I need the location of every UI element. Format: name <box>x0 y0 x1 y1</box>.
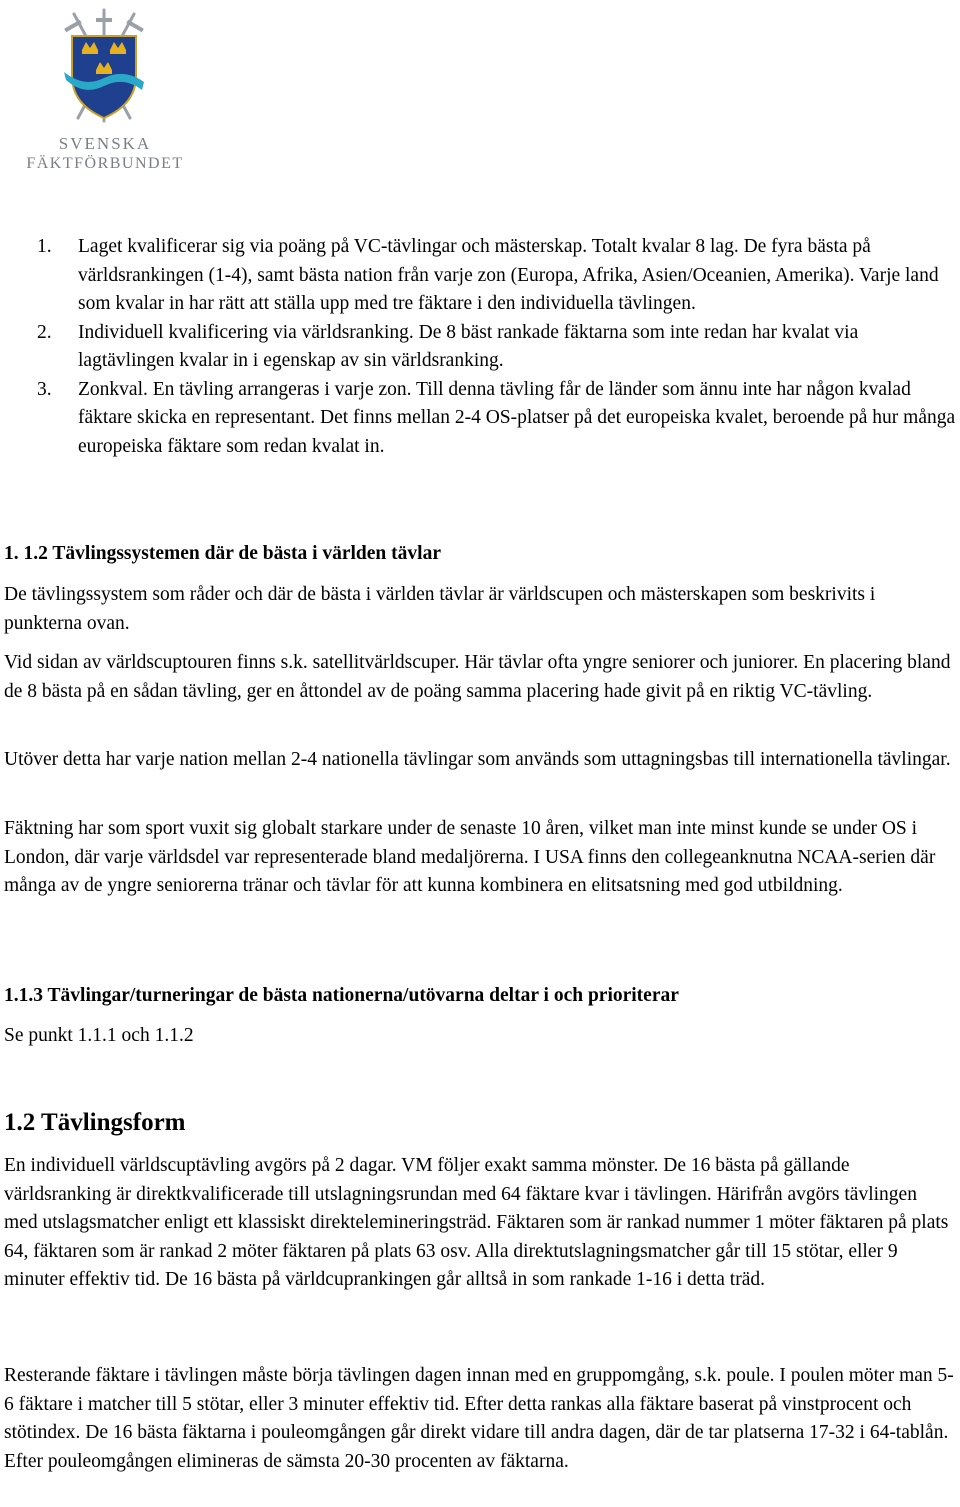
paragraph: Vid sidan av världscuptouren finns s.k. satellitvärldscuper. Här tävlar ofta yngre seniorer och juniorer. En placering bland de 8 bästa på en sådan tävling, ger en åttondel av de poäng samma placering hade givit på en riktig VC-tävling. <box>4 652 951 702</box>
paragraph: Utöver detta har varje nation mellan 2-4 nationella tävlingar som används som uttagningsbas till internationella tävlingar. <box>4 749 951 770</box>
list-item <box>0 233 960 319</box>
paragraph: Fäktning har som sport vuxit sig globalt starkare under de senaste 10 åren, vilket man inte minst kunde se under OS i London, där varje världsdel var representerade bland medaljörerna. I USA finns den collegeanknutna NCAA-serien där många av de yngre seniorerna tränar och tävlar för att kunna kombinera en elitsatsning med god utbildning. <box>4 818 936 896</box>
list-item-number: 2. <box>37 321 52 343</box>
logo-text-line1: SVENSKA <box>58 134 152 153</box>
paragraph: Se punkt 1.1.1 och 1.1.2 <box>4 1025 194 1046</box>
list-item-number: 1. <box>37 236 52 257</box>
list-item-text: Zonkval. En tävling arrangeras i varje zon. Till denna tävling får de länder som ännu inte har någon kvalad fäktare skicka en representant. Det finns mellan 2-4 OS-platser på det europeiska kvalet, beroende på hur många europeiska fäktare som redan kvalat in. <box>78 378 956 457</box>
logo-text-line2: FÄKTFÖRBUNDET <box>26 155 184 172</box>
paragraph: En individuell världscuptävling avgörs på 2 dagar. VM följer exakt samma mönster. De 16 bästa på gällande världsranking är direktkvalificerade till utslagningsrundan med 64 fäktare kvar i tävlingen. Härifrån avgörs tävlingen med utslagsmatcher enligt ett klassiskt direktelemineringsträd. Fäktaren som är rankad nummer 1 möter fäktaren på plats 64, fäktaren som är rankad 2 möter fäktaren på plats 63 osv. Alla direktutslagningsmatcher går till 15 stötar, eller 9 minuter effektiv tid. De 16 bästa på världcuprankingen går alltså in som rankade 1-16 i detta träd. <box>4 1155 949 1290</box>
list-item-text: Laget kvalificerar sig via poäng på VC-tävlingar och mästerskap. Totalt kvalar 8 lag. De fyra bästa på världsrankingen (1-4), samt bästa nation från varje zon (Europa, Afrika, Asien/Oceanien, Amerika). Varje land som kvalar in har rätt att ställa upp med tre fäktare i den individuella tävlingen. <box>78 236 939 314</box>
section-heading-113: 1.1.3 Tävlingar/turneringar de bästa nationerna/utövarna deltar i och prioriterar <box>4 985 679 1006</box>
qualification-list <box>0 233 960 461</box>
list-item <box>0 376 960 462</box>
paragraph: De tävlingssystem som råder och där de bästa i världen tävlar är världscupen och mästerskapen som beskrivits i punkterna ovan. <box>4 584 876 634</box>
federation-logo <box>10 6 200 181</box>
list-item-number: 3. <box>37 378 52 400</box>
section-heading-12: 1.2 Tävlingsform <box>4 1109 186 1136</box>
list-item <box>0 319 960 376</box>
crest-icon <box>44 6 164 130</box>
section-heading-112: 1. 1.2 Tävlingssystemen där de bästa i världen tävlar <box>4 543 441 564</box>
paragraph: Resterande fäktare i tävlingen måste börja tävlingen dagen innan med en gruppomgång, s.k. poule. I poulen möter man 5-6 fäktare i matcher till 5 stötar, eller 3 minuter effektiv tid. Efter detta rankas alla fäktare baserat på vinstprocent och stötindex. De 16 bästa fäktarna i pouleomgången går direkt vidare till andra dagen, där de tar platserna 17-32 i 64-tablån. Efter pouleomgången elimineras de sämsta 20-30 procenten av fäktarna. <box>4 1365 954 1472</box>
list-item-text: Individuell kvalificering via världsranking. De 8 bäst rankade fäktarna som inte redan har kvalat via lagtävlingen kvalar in i egenskap av sin världsranking. <box>78 321 859 371</box>
